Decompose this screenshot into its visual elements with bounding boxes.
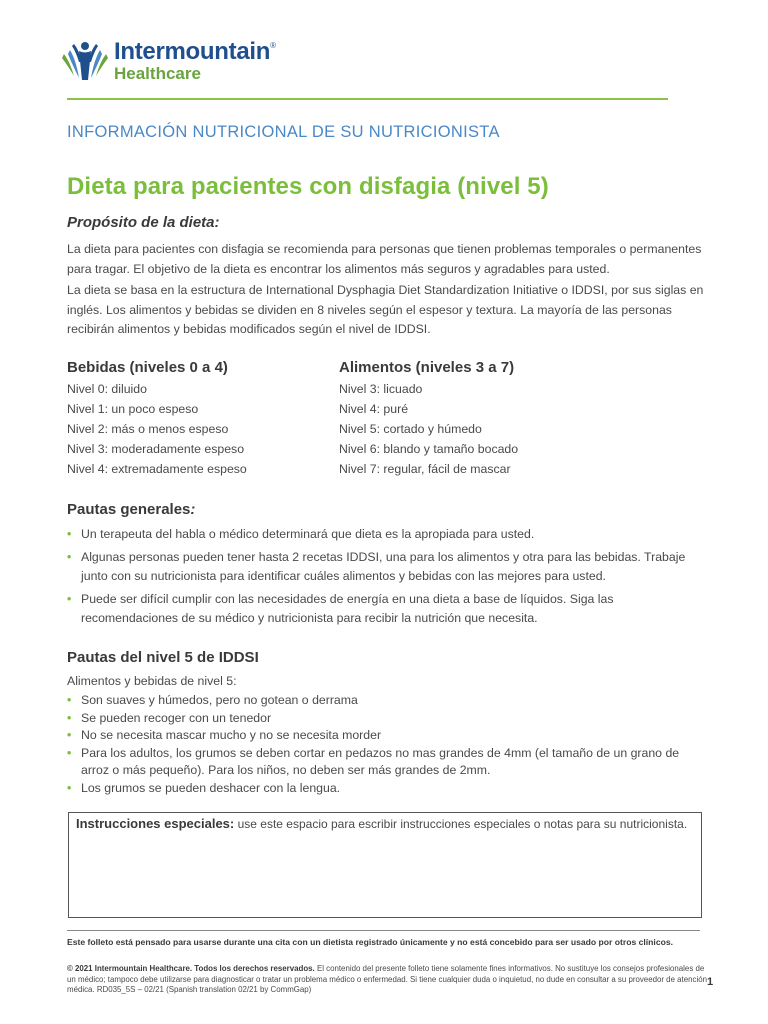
level5-guidelines-list xyxy=(67,692,707,797)
level5-heading: Pautas del nivel 5 de IDDSI xyxy=(67,649,259,666)
general-heading: Pautas generales: xyxy=(67,501,196,518)
list-item: • Para los adultos, los grumos se deben cortar en pedazos no mas grandes de 4mm (el tamaño de un grano de arroz o más pequeño). Para los niños, no deben ser más grandes de 2mm. xyxy=(67,745,680,777)
food-level-item: Nivel 3: licuado xyxy=(339,382,423,396)
special-instructions-box[interactable] xyxy=(68,812,702,918)
footer-divider xyxy=(67,930,700,931)
food-level-item: Nivel 7: regular, fácil de mascar xyxy=(339,462,511,476)
footer-copyright: © 2021 Intermountain Healthcare. Todos los derechos reservados. xyxy=(67,964,315,973)
purpose-paragraph-2: La dieta se basa en la estructura de International Dysphagia Diet Standardization Initiative o IDDSI, por sus siglas en inglés. Los alimentos y bebidas se dividen en 8 niveles según el espesor y textura. La mayoría de las personas recibirán alimentos y bebidas modificados según el nivel de IDDSI. xyxy=(67,283,704,336)
food-level-item: Nivel 5: cortado y húmedo xyxy=(339,422,482,436)
list-item: • No se necesita mascar mucho y no se necesita morder xyxy=(67,727,707,745)
general-guidelines-list xyxy=(67,525,707,632)
list-item: • Algunas personas pueden tener hasta 2 recetas IDDSI, una para los alimentos y otra para las bebidas. Trabaje junto con su nutricionista para identificar cuáles alimentos y bebidas con las mejores para usted. xyxy=(67,549,686,583)
brand-logo xyxy=(60,40,276,82)
list-item: • Un terapeuta del habla o médico determinará que dieta es la apropiada para usted. xyxy=(67,525,707,545)
bullet-icon: • xyxy=(67,591,72,606)
purpose-paragraph-1: La dieta para pacientes con disfagia se recomienda para personas que tienen problemas temporales o permanentes para tragar. El objetivo de la dieta es encontrar los alimentos más seguros y agradables para usted. xyxy=(67,242,702,276)
food-level-item: Nivel 4: puré xyxy=(339,402,409,416)
foods-heading: Alimentos (niveles 3 a 7) xyxy=(339,359,515,376)
bullet-icon: • xyxy=(67,693,72,707)
drinks-heading: Bebidas (niveles 0 a 4) xyxy=(67,359,228,376)
list-item: • Se pueden recoger con un tenedor xyxy=(67,710,707,728)
special-instructions-hint: use este espacio para escribir instrucciones especiales o notas para su nutricionista. xyxy=(237,817,688,831)
bullet-icon: • xyxy=(67,780,72,795)
bullet-icon: • xyxy=(67,728,72,742)
bullet-icon: • xyxy=(67,527,72,541)
page-number: 1 xyxy=(707,976,714,988)
list-item: • Puede ser difícil cumplir con las necesidades de energía en una dieta a base de líquidos. Siga las recomendaciones de su médico y nutricionista para recibir la nutrición que necesita. xyxy=(67,591,614,625)
list-item: • Los grumos se pueden deshacer con la lengua. xyxy=(67,780,707,798)
level5-intro: Alimentos y bebidas de nivel 5: xyxy=(67,674,237,688)
food-level-item: Nivel 6: blando y tamaño bocado xyxy=(339,442,519,456)
special-instructions-label: Instrucciones especiales: xyxy=(76,816,235,831)
drink-level-item: Nivel 4: extremadamente espeso xyxy=(67,462,247,476)
bullet-icon: • xyxy=(67,549,72,564)
section-kicker: INFORMACIÓN NUTRICIONAL DE SU NUTRICIONISTA xyxy=(67,123,500,141)
drink-level-item: Nivel 2: más o menos espeso xyxy=(67,422,229,436)
brand-subname: Healthcare xyxy=(114,64,201,83)
list-item: • Son suaves y húmedos, pero no gotean o derrama xyxy=(67,692,707,710)
bullet-icon: • xyxy=(67,710,72,725)
drinks-list xyxy=(67,379,247,479)
bullet-icon: • xyxy=(67,745,72,760)
people-logo-icon xyxy=(60,40,110,82)
page-title: Dieta para pacientes con disfagia (nivel 5) xyxy=(67,173,549,200)
footer-disclaimer: Este folleto está pensado para usarse durante una cita con un dietista registrado únicamente y no está concebido para ser usado por otros clínicos. xyxy=(67,937,674,947)
brand-name: Intermountain® xyxy=(114,38,276,65)
drink-level-item: Nivel 1: un poco espeso xyxy=(67,402,199,416)
purpose-heading: Propósito de la dieta: xyxy=(67,214,220,231)
footer-legal: © 2021 Intermountain Healthcare. Todos los derechos reservados. El contenido del presente folleto tiene solamente fines informativos. No sustituye los consejos profesionales de un médico; tampoco debe utilizarse para diagnosticar o tratar un problema médico o enfermedad. Si tiene cualquier duda o inquietud, no dude en consultar a su proveedor de atención médica. RD035_5S – 02/21 (Spanish translation 02/21 by CommGap) xyxy=(67,964,707,994)
drink-level-item: Nivel 3: moderadamente espeso xyxy=(67,442,245,456)
header-divider xyxy=(67,98,668,100)
drink-level-item: Nivel 0: diluido xyxy=(67,382,147,396)
foods-list xyxy=(339,379,518,479)
